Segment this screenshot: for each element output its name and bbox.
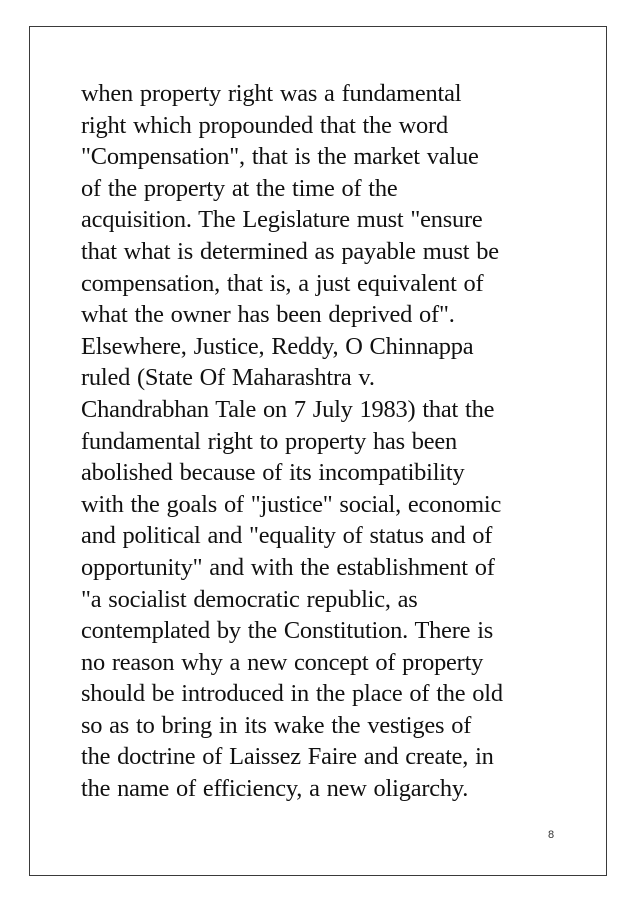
- text-line: with the goals of "justice" social, economic: [81, 490, 502, 518]
- text-line: right which propounded that the word: [81, 111, 448, 139]
- text-line: and political and "equality of status and of: [81, 522, 493, 550]
- text-line: of the property at the time of the: [81, 174, 398, 202]
- text-line: what the owner has been deprived of".: [81, 301, 455, 329]
- text-line: compensation, that is, a just equivalent of: [81, 269, 484, 297]
- text-line: no reason why a new concept of property: [81, 648, 484, 676]
- text-line: when property right was a fundamental: [81, 80, 462, 107]
- text-line: abolished because of its incompatibility: [81, 459, 465, 487]
- text-line: Chandrabhan Tale on 7 July 1983) that the: [81, 395, 495, 423]
- text-line: that what is determined as payable must be: [81, 237, 499, 265]
- text-line: "a socialist democratic republic, as: [81, 585, 418, 613]
- text-line: so as to bring in its wake the vestiges of: [81, 711, 472, 739]
- text-line: opportunity" and with the establishment of: [81, 553, 495, 581]
- text-line: should be introduced in the place of the old: [81, 680, 503, 708]
- body-text: [81, 78, 581, 805]
- text-line: the doctrine of Laissez Faire and create, in: [81, 743, 494, 771]
- text-line: Elsewhere, Justice, Reddy, O Chinnappa: [81, 332, 474, 360]
- text-line: contemplated by the Constitution. There is: [81, 617, 494, 645]
- page-number: 8: [548, 829, 555, 841]
- text-line: the name of efficiency, a new oligarchy.: [81, 775, 469, 803]
- text-line: fundamental right to property has been: [81, 427, 458, 455]
- text-line: ruled (State Of Maharashtra v.: [81, 364, 375, 392]
- text-line: "Compensation", that is the market value: [81, 143, 479, 171]
- text-line: acquisition. The Legislature must "ensure: [81, 206, 483, 234]
